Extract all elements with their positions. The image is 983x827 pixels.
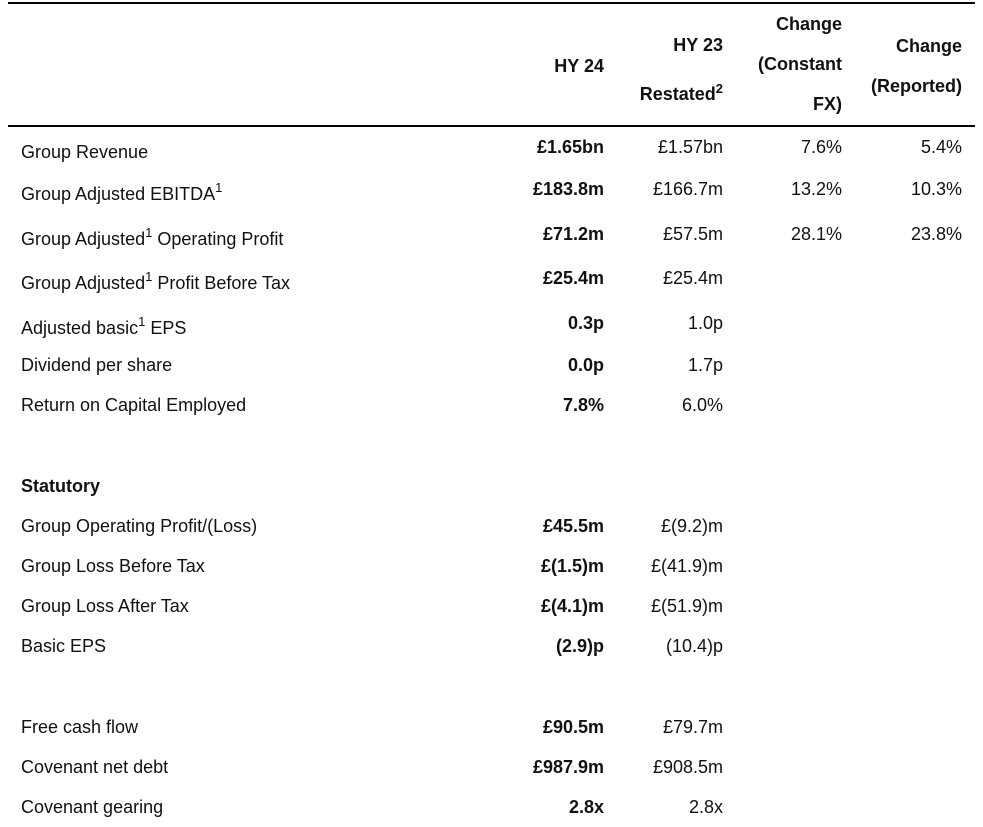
value-hy23: £(9.2)m bbox=[660, 516, 723, 536]
section-heading-statutory: Statutory bbox=[21, 476, 101, 496]
value-hy24: £(4.1)m bbox=[540, 596, 604, 616]
value-hy23: £57.5m bbox=[662, 224, 723, 244]
table-row bbox=[0, 747, 983, 787]
value-hy24: 0.3p bbox=[567, 313, 604, 333]
value-hy23: £(51.9)m bbox=[650, 596, 723, 616]
table-row bbox=[0, 385, 983, 425]
header-change-constant-fx: Change (Constant FX) bbox=[758, 14, 842, 114]
header-hy23-restated: HY 23 Restated$^2$ bbox=[639, 35, 723, 104]
value-hy24: (2.9)p bbox=[555, 636, 604, 656]
row-label: Dividend per share bbox=[21, 355, 173, 375]
table-row bbox=[0, 258, 983, 298]
value-hy23: £1.57bn bbox=[657, 137, 723, 157]
row-label: Group Adjusted EBITDA$^1$ bbox=[21, 180, 223, 204]
value-hy24: 2.8x bbox=[568, 797, 604, 817]
table-row bbox=[0, 707, 983, 747]
value-hy24: £183.8m bbox=[532, 179, 604, 199]
row-label: Basic EPS bbox=[21, 636, 107, 656]
value-hy23: 1.0p bbox=[687, 313, 723, 333]
value-change-reported: 23.8% bbox=[910, 224, 962, 244]
table-row bbox=[0, 127, 983, 167]
table-row bbox=[0, 303, 983, 343]
header-hy24: HY 24 bbox=[554, 56, 604, 76]
value-hy24: £71.2m bbox=[542, 224, 604, 244]
table-row bbox=[0, 586, 983, 626]
section-heading-row bbox=[0, 466, 983, 506]
table-row bbox=[0, 626, 983, 666]
value-hy23: £908.5m bbox=[652, 757, 723, 777]
table-row bbox=[0, 546, 983, 586]
row-label: Return on Capital Employed bbox=[21, 395, 247, 415]
value-hy24: £45.5m bbox=[542, 516, 604, 536]
value-hy24: £1.65bn bbox=[536, 137, 604, 157]
value-hy24: £25.4m bbox=[542, 268, 604, 288]
value-change-cfx: 13.2% bbox=[790, 179, 842, 199]
value-hy24: £(1.5)m bbox=[540, 556, 604, 576]
value-hy23: £166.7m bbox=[652, 179, 723, 199]
table-row bbox=[0, 506, 983, 546]
table-row bbox=[0, 214, 983, 254]
row-label: Adjusted basic$^1$ EPS bbox=[21, 314, 187, 338]
row-label: Group Adjusted$^1$ Operating Profit bbox=[21, 225, 284, 249]
header-footnote-2: 2 bbox=[715, 81, 723, 96]
row-label: Group Loss Before Tax bbox=[21, 556, 205, 576]
table-row bbox=[0, 169, 983, 209]
row-label: Group Loss After Tax bbox=[21, 596, 189, 616]
value-hy23: 2.8x bbox=[688, 797, 723, 817]
value-change-reported: 10.3% bbox=[910, 179, 962, 199]
row-label: Group Revenue bbox=[21, 142, 149, 162]
value-hy24: £90.5m bbox=[542, 717, 604, 737]
value-hy23: 1.7p bbox=[687, 355, 723, 375]
value-hy23: £(41.9)m bbox=[650, 556, 723, 576]
row-label: Group Adjusted$^1$ Profit Before Tax bbox=[21, 269, 291, 293]
value-hy23: 6.0% bbox=[681, 395, 723, 415]
row-label: Covenant net debt bbox=[21, 757, 169, 777]
value-change-cfx: 28.1% bbox=[790, 224, 842, 244]
table-row bbox=[0, 345, 983, 385]
row-label: Covenant gearing bbox=[21, 797, 164, 817]
value-change-cfx: 7.6% bbox=[800, 137, 842, 157]
table-row bbox=[0, 787, 983, 827]
row-label: Group Operating Profit/(Loss) bbox=[21, 516, 258, 536]
value-hy24: 7.8% bbox=[562, 395, 604, 415]
row-label: Free cash flow bbox=[21, 717, 139, 737]
value-hy23: £25.4m bbox=[662, 268, 723, 288]
value-change-reported: 5.4% bbox=[920, 137, 962, 157]
value-hy24: 0.0p bbox=[567, 355, 604, 375]
value-hy23: (10.4)p bbox=[665, 636, 723, 656]
header-change-reported: Change (Reported) bbox=[871, 36, 962, 96]
value-hy23: £79.7m bbox=[662, 717, 723, 737]
value-hy24: £987.9m bbox=[532, 757, 604, 777]
